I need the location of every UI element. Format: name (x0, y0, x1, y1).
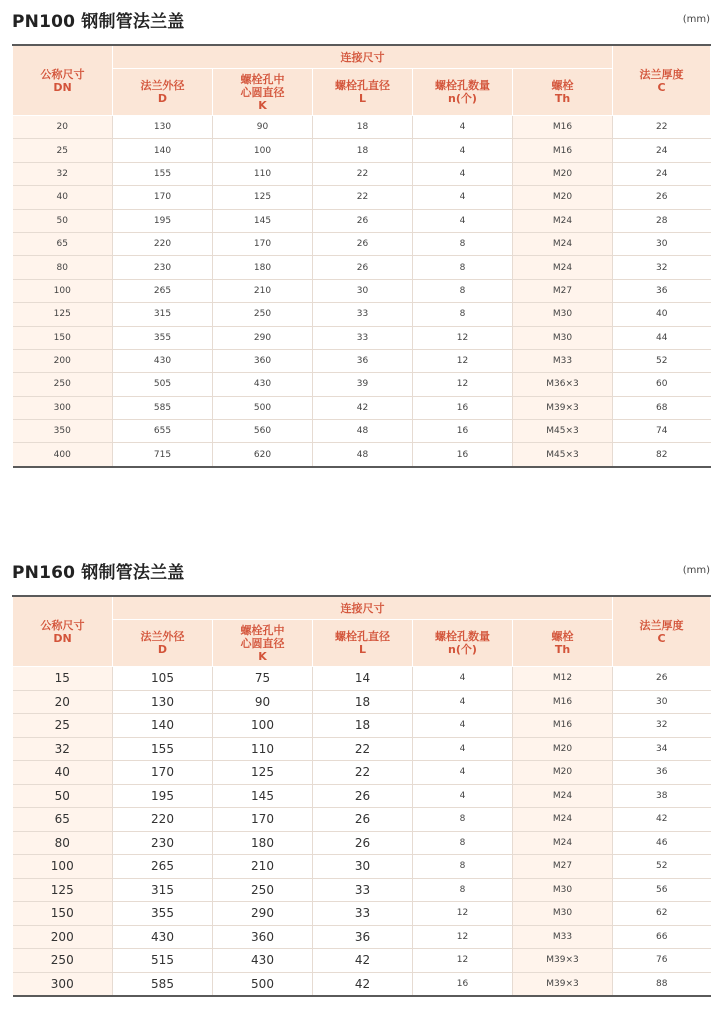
cell-k: 75 (213, 667, 313, 691)
cell-l: 22 (313, 186, 413, 209)
cell-th: M16 (513, 690, 613, 714)
cell-k: 110 (213, 162, 313, 185)
cell-th: M24 (513, 232, 613, 255)
cell-k: 430 (213, 949, 313, 973)
header-l: 螺栓孔直径 L (313, 620, 413, 667)
cell-l: 33 (313, 902, 413, 926)
cell-n: 4 (413, 186, 513, 209)
cell-c: 66 (613, 925, 711, 949)
table-row (13, 396, 711, 419)
cell-d: 355 (113, 326, 213, 349)
pn160-section (12, 561, 710, 991)
table-row (13, 714, 711, 738)
cell-n: 16 (413, 396, 513, 419)
table-row (13, 139, 711, 162)
header-dn: 公称尺寸 DN (13, 596, 113, 667)
cell-k: 170 (213, 808, 313, 832)
cell-d: 195 (113, 784, 213, 808)
cell-l: 36 (313, 925, 413, 949)
cell-dn: 150 (13, 326, 113, 349)
cell-d: 220 (113, 808, 213, 832)
header-th: 螺栓 Th (513, 69, 613, 116)
cell-dn: 80 (13, 256, 113, 279)
cell-th: M45×3 (513, 443, 613, 467)
cell-k: 145 (213, 209, 313, 232)
cell-d: 715 (113, 443, 213, 467)
cell-n: 12 (413, 373, 513, 396)
cell-l: 18 (313, 116, 413, 139)
cell-dn: 125 (13, 878, 113, 902)
cell-th: M24 (513, 209, 613, 232)
cell-dn: 350 (13, 420, 113, 443)
cell-dn: 40 (13, 186, 113, 209)
cell-n: 4 (413, 209, 513, 232)
cell-k: 180 (213, 831, 313, 855)
cell-l: 26 (313, 232, 413, 255)
cell-l: 26 (313, 784, 413, 808)
cell-d: 220 (113, 232, 213, 255)
cell-c: 32 (613, 256, 711, 279)
table-row (13, 878, 711, 902)
cell-d: 105 (113, 667, 213, 691)
cell-l: 18 (313, 139, 413, 162)
cell-n: 4 (413, 761, 513, 785)
cell-k: 430 (213, 373, 313, 396)
header-l: 螺栓孔直径 L (313, 69, 413, 116)
cell-n: 8 (413, 831, 513, 855)
pn100-section (12, 10, 710, 460)
cell-th: M20 (513, 737, 613, 761)
cell-dn: 100 (13, 279, 113, 302)
pn160-table (12, 595, 711, 997)
cell-th: M16 (513, 116, 613, 139)
cell-d: 195 (113, 209, 213, 232)
cell-dn: 200 (13, 925, 113, 949)
cell-d: 505 (113, 373, 213, 396)
cell-c: 22 (613, 116, 711, 139)
cell-dn: 200 (13, 349, 113, 372)
cell-dn: 80 (13, 831, 113, 855)
cell-c: 26 (613, 186, 711, 209)
cell-d: 130 (113, 116, 213, 139)
cell-c: 74 (613, 420, 711, 443)
cell-th: M39×3 (513, 396, 613, 419)
cell-k: 100 (213, 139, 313, 162)
table-row (13, 737, 711, 761)
cell-k: 145 (213, 784, 313, 808)
cell-k: 620 (213, 443, 313, 467)
cell-n: 4 (413, 667, 513, 691)
cell-d: 315 (113, 303, 213, 326)
table-row (13, 902, 711, 926)
cell-l: 33 (313, 303, 413, 326)
cell-c: 36 (613, 761, 711, 785)
cell-k: 170 (213, 232, 313, 255)
cell-dn: 65 (13, 232, 113, 255)
cell-th: M16 (513, 139, 613, 162)
cell-dn: 20 (13, 116, 113, 139)
cell-th: M45×3 (513, 420, 613, 443)
table-row (13, 116, 711, 139)
table-row (13, 690, 711, 714)
cell-n: 12 (413, 326, 513, 349)
cell-d: 230 (113, 831, 213, 855)
cell-th: M30 (513, 902, 613, 926)
header-n: 螺栓孔数量 n(个) (413, 69, 513, 116)
cell-dn: 300 (13, 396, 113, 419)
cell-c: 88 (613, 972, 711, 996)
cell-k: 250 (213, 878, 313, 902)
cell-c: 38 (613, 784, 711, 808)
header-connection-group: 连接尺寸 (113, 45, 613, 69)
header-d: 法兰外径 D (113, 69, 213, 116)
cell-d: 140 (113, 139, 213, 162)
table-row (13, 972, 711, 996)
cell-l: 42 (313, 396, 413, 419)
cell-n: 4 (413, 139, 513, 162)
cell-c: 52 (613, 855, 711, 879)
cell-dn: 25 (13, 714, 113, 738)
cell-th: M27 (513, 855, 613, 879)
cell-d: 230 (113, 256, 213, 279)
cell-dn: 250 (13, 373, 113, 396)
cell-th: M24 (513, 808, 613, 832)
cell-d: 655 (113, 420, 213, 443)
cell-l: 22 (313, 761, 413, 785)
cell-k: 100 (213, 714, 313, 738)
cell-th: M30 (513, 303, 613, 326)
cell-l: 22 (313, 737, 413, 761)
cell-dn: 400 (13, 443, 113, 467)
pn100-title: PN100 钢制管法兰盖 (12, 12, 185, 32)
cell-c: 34 (613, 737, 711, 761)
cell-n: 12 (413, 349, 513, 372)
cell-dn: 15 (13, 667, 113, 691)
cell-c: 82 (613, 443, 711, 467)
pn100-table-body (13, 116, 711, 467)
cell-dn: 40 (13, 761, 113, 785)
cell-k: 90 (213, 690, 313, 714)
table-row (13, 326, 711, 349)
table-row (13, 831, 711, 855)
cell-dn: 50 (13, 784, 113, 808)
table-row (13, 761, 711, 785)
cell-c: 62 (613, 902, 711, 926)
cell-c: 28 (613, 209, 711, 232)
cell-d: 355 (113, 902, 213, 926)
cell-c: 42 (613, 808, 711, 832)
header-k: 螺栓孔中 心圆直径 K (213, 620, 313, 667)
table-row (13, 925, 711, 949)
table-row (13, 256, 711, 279)
cell-d: 140 (113, 714, 213, 738)
cell-d: 585 (113, 396, 213, 419)
cell-th: M39×3 (513, 949, 613, 973)
cell-th: M24 (513, 784, 613, 808)
cell-dn: 32 (13, 737, 113, 761)
cell-n: 8 (413, 256, 513, 279)
cell-dn: 50 (13, 209, 113, 232)
cell-n: 8 (413, 303, 513, 326)
cell-c: 44 (613, 326, 711, 349)
cell-l: 26 (313, 256, 413, 279)
cell-k: 560 (213, 420, 313, 443)
cell-dn: 100 (13, 855, 113, 879)
cell-d: 170 (113, 761, 213, 785)
cell-c: 40 (613, 303, 711, 326)
cell-c: 68 (613, 396, 711, 419)
cell-n: 4 (413, 690, 513, 714)
cell-n: 8 (413, 232, 513, 255)
cell-k: 110 (213, 737, 313, 761)
cell-d: 155 (113, 162, 213, 185)
table-row (13, 855, 711, 879)
cell-k: 290 (213, 326, 313, 349)
pn100-unit-label: (mm) (682, 14, 710, 25)
cell-c: 32 (613, 714, 711, 738)
cell-l: 48 (313, 443, 413, 467)
table-row (13, 162, 711, 185)
table-row (13, 349, 711, 372)
table-row (13, 667, 711, 691)
cell-th: M30 (513, 878, 613, 902)
table-row (13, 420, 711, 443)
cell-k: 290 (213, 902, 313, 926)
cell-c: 24 (613, 139, 711, 162)
cell-dn: 32 (13, 162, 113, 185)
cell-c: 76 (613, 949, 711, 973)
cell-k: 210 (213, 279, 313, 302)
cell-th: M27 (513, 279, 613, 302)
header-k: 螺栓孔中 心圆直径 K (213, 69, 313, 116)
table-row (13, 232, 711, 255)
cell-l: 39 (313, 373, 413, 396)
cell-k: 360 (213, 349, 313, 372)
cell-l: 18 (313, 714, 413, 738)
cell-c: 30 (613, 690, 711, 714)
cell-th: M33 (513, 925, 613, 949)
cell-n: 4 (413, 784, 513, 808)
table-row (13, 784, 711, 808)
cell-c: 52 (613, 349, 711, 372)
cell-l: 30 (313, 279, 413, 302)
cell-l: 30 (313, 855, 413, 879)
cell-l: 26 (313, 831, 413, 855)
cell-th: M39×3 (513, 972, 613, 996)
cell-d: 430 (113, 925, 213, 949)
cell-k: 360 (213, 925, 313, 949)
cell-d: 315 (113, 878, 213, 902)
table-row (13, 949, 711, 973)
pn160-table-body (13, 667, 711, 997)
cell-d: 155 (113, 737, 213, 761)
cell-dn: 25 (13, 139, 113, 162)
header-th: 螺栓 Th (513, 620, 613, 667)
cell-k: 90 (213, 116, 313, 139)
cell-d: 170 (113, 186, 213, 209)
header-c: 法兰厚度 C (613, 45, 711, 116)
cell-th: M24 (513, 831, 613, 855)
cell-th: M20 (513, 761, 613, 785)
cell-th: M12 (513, 667, 613, 691)
cell-l: 36 (313, 349, 413, 372)
cell-n: 12 (413, 925, 513, 949)
header-c: 法兰厚度 C (613, 596, 711, 667)
cell-c: 30 (613, 232, 711, 255)
cell-th: M16 (513, 714, 613, 738)
header-dn: 公称尺寸 DN (13, 45, 113, 116)
table-row (13, 808, 711, 832)
cell-th: M30 (513, 326, 613, 349)
cell-n: 8 (413, 808, 513, 832)
cell-n: 16 (413, 972, 513, 996)
cell-d: 265 (113, 855, 213, 879)
cell-dn: 150 (13, 902, 113, 926)
cell-dn: 250 (13, 949, 113, 973)
cell-c: 24 (613, 162, 711, 185)
table-row (13, 186, 711, 209)
cell-k: 125 (213, 761, 313, 785)
cell-n: 4 (413, 714, 513, 738)
table-row (13, 443, 711, 467)
pn100-table (12, 44, 711, 468)
cell-l: 42 (313, 972, 413, 996)
cell-k: 180 (213, 256, 313, 279)
cell-l: 26 (313, 209, 413, 232)
cell-n: 12 (413, 902, 513, 926)
cell-n: 12 (413, 949, 513, 973)
table-row (13, 303, 711, 326)
cell-l: 42 (313, 949, 413, 973)
cell-th: M20 (513, 162, 613, 185)
cell-dn: 300 (13, 972, 113, 996)
table-row (13, 373, 711, 396)
cell-n: 4 (413, 162, 513, 185)
cell-k: 210 (213, 855, 313, 879)
table-row (13, 209, 711, 232)
cell-l: 33 (313, 326, 413, 349)
cell-dn: 20 (13, 690, 113, 714)
header-d: 法兰外径 D (113, 620, 213, 667)
cell-n: 4 (413, 737, 513, 761)
cell-d: 130 (113, 690, 213, 714)
cell-th: M24 (513, 256, 613, 279)
cell-k: 500 (213, 972, 313, 996)
cell-l: 14 (313, 667, 413, 691)
cell-dn: 65 (13, 808, 113, 832)
cell-n: 8 (413, 855, 513, 879)
cell-d: 265 (113, 279, 213, 302)
cell-d: 585 (113, 972, 213, 996)
table-row (13, 279, 711, 302)
header-n: 螺栓孔数量 n(个) (413, 620, 513, 667)
cell-l: 18 (313, 690, 413, 714)
cell-th: M33 (513, 349, 613, 372)
cell-c: 56 (613, 878, 711, 902)
cell-th: M36×3 (513, 373, 613, 396)
cell-d: 430 (113, 349, 213, 372)
cell-l: 48 (313, 420, 413, 443)
cell-n: 16 (413, 443, 513, 467)
cell-l: 22 (313, 162, 413, 185)
cell-c: 36 (613, 279, 711, 302)
cell-n: 4 (413, 116, 513, 139)
cell-n: 16 (413, 420, 513, 443)
pn160-unit-label: (mm) (682, 565, 710, 576)
cell-n: 8 (413, 279, 513, 302)
cell-d: 515 (113, 949, 213, 973)
cell-l: 26 (313, 808, 413, 832)
cell-th: M20 (513, 186, 613, 209)
cell-c: 26 (613, 667, 711, 691)
cell-c: 60 (613, 373, 711, 396)
cell-l: 33 (313, 878, 413, 902)
cell-k: 500 (213, 396, 313, 419)
pn160-title: PN160 钢制管法兰盖 (12, 563, 185, 583)
cell-k: 250 (213, 303, 313, 326)
cell-n: 8 (413, 878, 513, 902)
cell-c: 46 (613, 831, 711, 855)
cell-dn: 125 (13, 303, 113, 326)
header-connection-group: 连接尺寸 (113, 596, 613, 620)
cell-k: 125 (213, 186, 313, 209)
